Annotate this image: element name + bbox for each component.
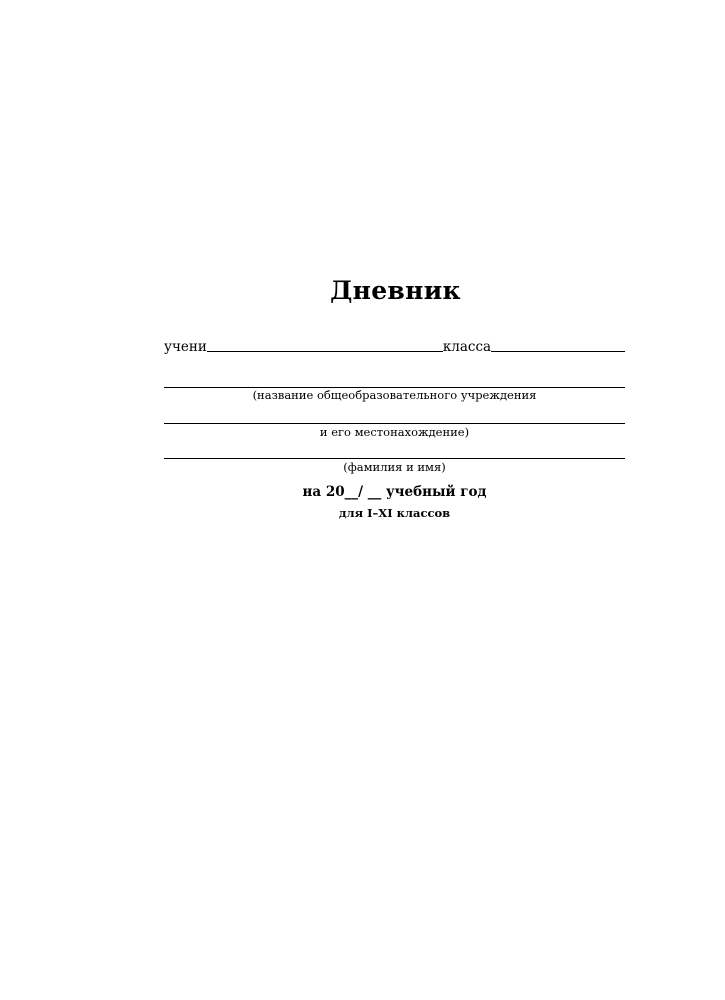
student-blank-field	[207, 351, 443, 352]
school-year-line: на 20__/ __ учебный год	[302, 484, 487, 500]
document-title: Дневник	[330, 276, 461, 305]
institution-caption: (название общеобразовательного учреждения	[252, 388, 537, 402]
location-blank-line	[164, 423, 625, 424]
grades-line: для I–XI классов	[338, 506, 451, 520]
class-blank-field	[491, 351, 625, 352]
student-label: учени	[164, 339, 207, 355]
location-caption: и его местонахождение)	[319, 425, 470, 439]
student-class-line	[164, 338, 625, 354]
name-blank-line	[164, 458, 625, 459]
name-caption: (фамилия и имя)	[343, 460, 446, 474]
class-label: класса	[442, 339, 492, 355]
